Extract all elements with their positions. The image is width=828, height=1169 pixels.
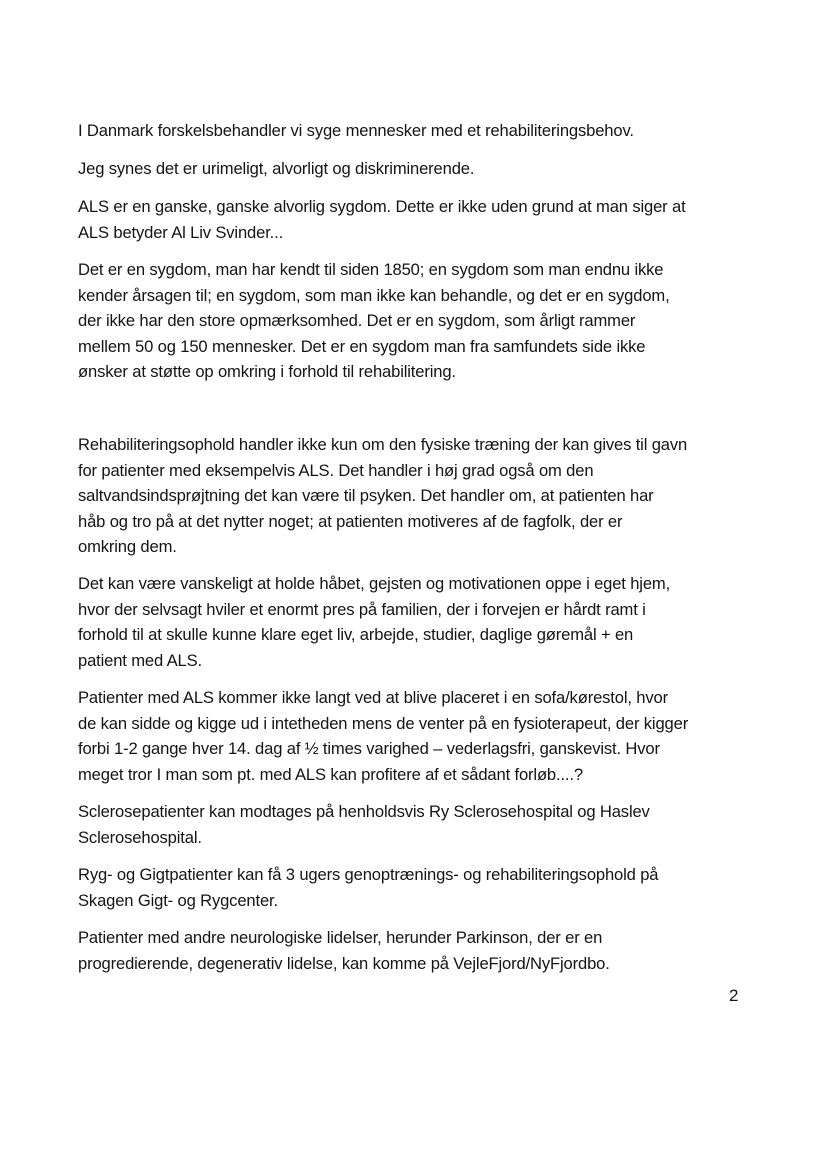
paragraph-line: Patienter med ALS kommer ikke langt ved at blive placeret i en sofa/kørestol, hvor: [78, 688, 668, 707]
paragraph-rehab-stay: [78, 432, 687, 560]
paragraph-line: omkring dem.: [78, 537, 177, 556]
paragraph-neurological: [78, 925, 610, 976]
paragraph-line: ALS betyder Al Liv Svinder...: [78, 222, 284, 242]
paragraph-line: Jeg synes det er urimeligt, alvorligt og diskriminerende.: [78, 159, 475, 178]
paragraph-als-definition: [78, 194, 686, 245]
paragraph-sclerosis: [78, 799, 650, 850]
paragraph-line: mellem 50 og 150 mennesker. Det er en sygdom man fra samfundets side ikke: [78, 336, 646, 356]
paragraph-arthritis: [78, 862, 658, 913]
paragraph-line: Skagen Gigt- og Rygcenter.: [78, 890, 278, 910]
paragraph-line: progredierende, degenerativ lidelse, kan komme på VejleFjord/NyFjordbo.: [78, 953, 610, 973]
paragraph-line: Rehabiliteringsophold handler ikke kun om den fysiske træning der kan gives til gavn: [78, 435, 688, 454]
paragraph-line: ønsker at støtte op omkring i forhold til rehabilitering.: [78, 362, 456, 381]
paragraph-line: saltvandsindsprøjtning det kan være til psyken. Det handler om, at patienten har: [78, 486, 654, 505]
paragraph-line: kender årsagen til; en sygdom, som man ikke kan behandle, og det er en sygdom,: [78, 285, 670, 305]
paragraph-line: håb og tro på at det nytter noget; at patienten motiveres af de fagfolk, der er: [78, 511, 623, 531]
paragraph-line: for patienter med eksempelvis ALS. Det handler i høj grad også om den: [78, 460, 594, 480]
paragraph-line: Sclerosehospital.: [78, 827, 202, 847]
paragraph-line: hvor der selvsagt hviler et enormt pres på familien, der i forvejen er hårdt ramt i: [78, 599, 646, 619]
paragraph-line: forbi 1-2 gange hver 14. dag af ½ times varighed – vederlagsfri, ganskevist. Hvor: [78, 739, 660, 758]
paragraph-physiotherapy: [78, 685, 688, 787]
paragraph-line: ALS er en ganske, ganske alvorlig sygdom. Dette er ikke uden grund at man siger at: [78, 197, 686, 216]
paragraph-home-difficulty: [78, 571, 670, 673]
paragraph-intro: [78, 118, 634, 144]
paragraph-line: meget tror I man som pt. med ALS kan profitere af et sådant forløb....?: [78, 764, 583, 784]
paragraph-line: de kan sidde og kigge ud i intetheden mens de venter på en fysioterapeut, der kigger: [78, 713, 689, 733]
paragraph-line: Ryg- og Gigtpatienter kan få 3 ugers genoptrænings- og rehabiliteringsophold på: [78, 865, 659, 884]
paragraph-line: I Danmark forskelsbehandler vi syge mennesker med et rehabiliteringsbehov.: [78, 121, 634, 140]
page-number: 2: [729, 986, 739, 1005]
paragraph-opinion: [78, 156, 474, 182]
paragraph-line: patient med ALS.: [78, 650, 202, 670]
paragraph-line: der ikke har den store opmærksomhed. Det er en sygdom, som årligt rammer: [78, 311, 636, 330]
paragraph-line: Det kan være vanskeligt at holde håbet, gejsten og motivationen oppe i eget hjem,: [78, 574, 671, 593]
paragraph-line: Det er en sygdom, man har kendt til siden 1850; en sygdom som man endnu ikke: [78, 260, 664, 279]
paragraph-als-history: [78, 257, 670, 385]
paragraph-line: Patienter med andre neurologiske lidelser, herunder Parkinson, der er en: [78, 928, 603, 947]
paragraph-line: forhold til at skulle kunne klare eget liv, arbejde, studier, daglige gøremål + en: [78, 625, 634, 644]
paragraph-line: Sclerosepatienter kan modtages på henholdsvis Ry Sclerosehospital og Haslev: [78, 802, 650, 821]
